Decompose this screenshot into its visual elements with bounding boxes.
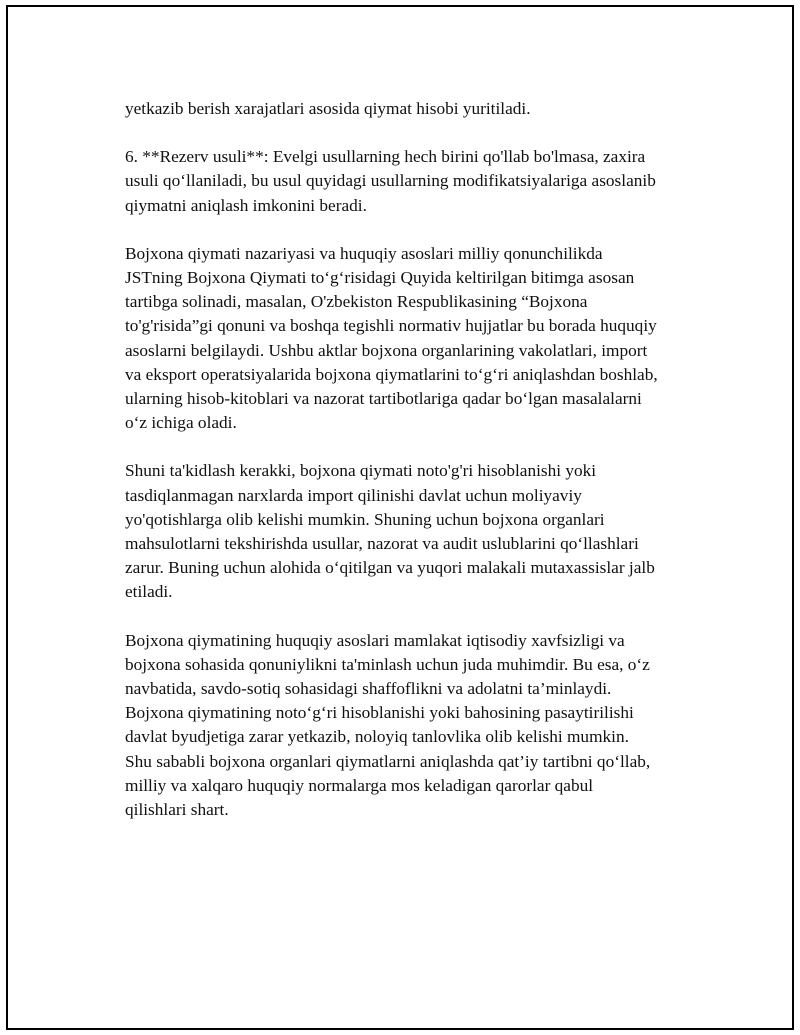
paragraph-legal-basis: Bojxona qiymati nazariyasi va huquqiy asoslari milliy qonunchilikda JSTning Bojxona Qiymati to‘g‘risidagi Quyida keltirilgan bitimga asosan tartibga solinadi, masalan, O'zbekiston Respublikasining “Bojxona to'g'risida”gi qonuni va boshqa tegishli normativ hujjatlar bu borada huquqiy asoslarni belgilaydi. Ushbu aktlar bojxona organlarining vakolatlari, import va eksport operatsiyalarida bojxona qiymatlarini to‘g‘ri aniqlashdan boshlab, ularning hisob-kitoblari va nazorat tartibotlariga qadar bo‘lgan masalalarni o‘z ichiga oladi. bbox=[125, 243, 658, 433]
paragraph-miscalculation-risks: Shuni ta'kidlash kerakki, bojxona qiymati noto'g'ri hisoblanishi yoki tasdiqlanmagan narxlarda import qilinishi davlat uchun moliyaviy yo'qotishlarga olib kelishi mumkin. Shuning uchun bojxona organlari mahsulotlarni tekshirishda usullar, nazorat va audit uslublarini qo‘llashlari zarur. Buning uchun alohida o‘qitilgan va yuqori malakali mutaxassislar jalb etiladi. bbox=[125, 461, 655, 602]
page-border bbox=[6, 5, 794, 1030]
paragraph-continuation: yetkazib berish xarajatlari asosida qiymat hisobi yuritiladi. bbox=[125, 99, 531, 118]
paragraph-reserve-method: 6. **Rezerv usuli**: Evelgi usullarning hech birini qo'llab bo'lmasa, zaxira usuli qo‘llaniladi, bu usul quyidagi usullarning modifikatsiyalariga asoslanib qiymatni aniqlash imkonini beradi. bbox=[125, 147, 656, 215]
paragraph-economic-security: Bojxona qiymatining huquqiy asoslari mamlakat iqtisodiy xavfsizligi va bojxona sohasida qonuniylikni ta'minlash uchun juda muhimdir. Bu esa, o‘z navbatida, savdo-sotiq sohasidagi shaffoflikni va adolatni ta’minlaydi. Bojxona qiymatining noto‘g‘ri hisoblanishi yoki bahosining pasaytirilishi davlat byudjetiga zarar yetkazib, noloyiq tanlovlika olib kelishi mumkin. Shu sababli bojxona organlari qiymatlarni aniqlashda qat’iy tartibni qo‘llab, milliy va xalqaro huquqiy normalarga mos keladigan qarorlar qabul qilishlari shart. bbox=[125, 630, 651, 820]
document-body bbox=[125, 97, 700, 846]
